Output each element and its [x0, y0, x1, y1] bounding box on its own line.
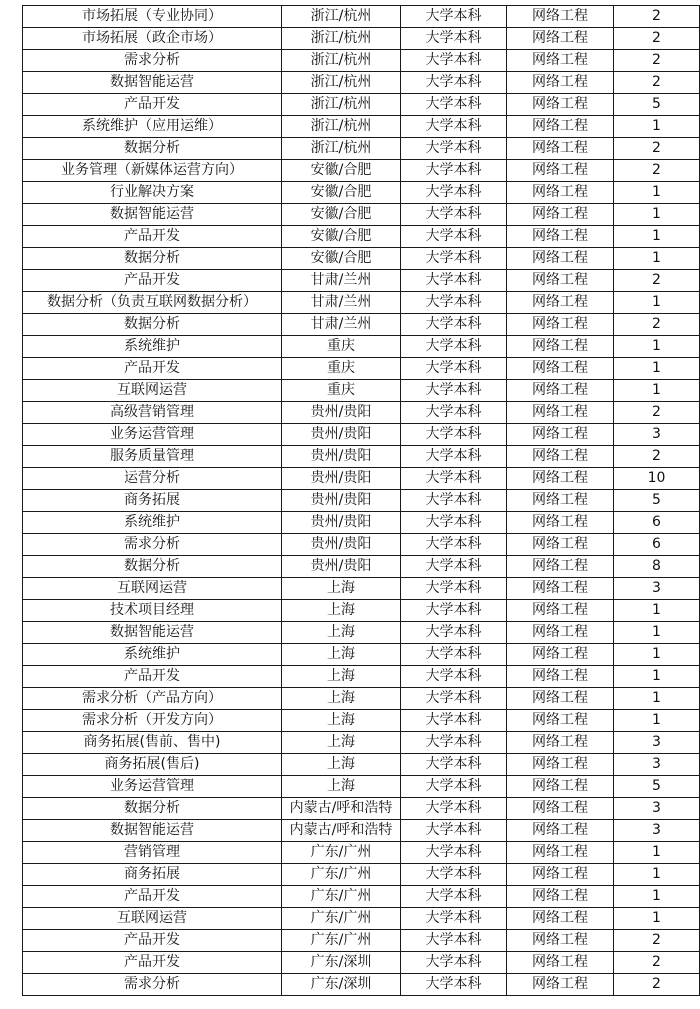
- position-cell: 营销管理: [23, 842, 282, 864]
- education-cell: 大学本科: [401, 644, 507, 666]
- count-cell: 2: [614, 974, 700, 996]
- location-cell: 浙江/杭州: [282, 6, 401, 28]
- location-cell: 甘肃/兰州: [282, 314, 401, 336]
- count-cell: 2: [614, 72, 700, 94]
- location-cell: 安徽/合肥: [282, 204, 401, 226]
- major-cell: 网络工程: [507, 710, 614, 732]
- table-row: [23, 160, 700, 182]
- position-cell: 数据智能运营: [23, 622, 282, 644]
- location-cell: 广东/深圳: [282, 952, 401, 974]
- education-cell: 大学本科: [401, 798, 507, 820]
- table-row: [23, 776, 700, 798]
- major-cell: 网络工程: [507, 226, 614, 248]
- location-cell: 安徽/合肥: [282, 248, 401, 270]
- location-cell: 浙江/杭州: [282, 116, 401, 138]
- position-cell: 商务拓展(售前、售中): [23, 732, 282, 754]
- table-row: [23, 556, 700, 578]
- major-cell: 网络工程: [507, 446, 614, 468]
- location-cell: 贵州/贵阳: [282, 490, 401, 512]
- table-row: [23, 666, 700, 688]
- table-row: [23, 226, 700, 248]
- education-cell: 大学本科: [401, 710, 507, 732]
- education-cell: 大学本科: [401, 534, 507, 556]
- location-cell: 上海: [282, 578, 401, 600]
- count-cell: 1: [614, 248, 700, 270]
- location-cell: 上海: [282, 600, 401, 622]
- major-cell: 网络工程: [507, 204, 614, 226]
- position-cell: 市场拓展（专业协同）: [23, 6, 282, 28]
- education-cell: 大学本科: [401, 490, 507, 512]
- major-cell: 网络工程: [507, 754, 614, 776]
- major-cell: 网络工程: [507, 468, 614, 490]
- location-cell: 内蒙古/呼和浩特: [282, 820, 401, 842]
- position-cell: 系统维护（应用运维）: [23, 116, 282, 138]
- table-row: [23, 534, 700, 556]
- major-cell: 网络工程: [507, 380, 614, 402]
- location-cell: 浙江/杭州: [282, 138, 401, 160]
- position-cell: 业务运营管理: [23, 424, 282, 446]
- education-cell: 大学本科: [401, 666, 507, 688]
- location-cell: 重庆: [282, 358, 401, 380]
- position-cell: 数据智能运营: [23, 820, 282, 842]
- location-cell: 贵州/贵阳: [282, 512, 401, 534]
- location-cell: 贵州/贵阳: [282, 468, 401, 490]
- table-row: [23, 468, 700, 490]
- education-cell: 大学本科: [401, 556, 507, 578]
- education-cell: 大学本科: [401, 512, 507, 534]
- major-cell: 网络工程: [507, 842, 614, 864]
- table-row: [23, 930, 700, 952]
- major-cell: 网络工程: [507, 886, 614, 908]
- major-cell: 网络工程: [507, 732, 614, 754]
- table-row: [23, 270, 700, 292]
- table-row: [23, 204, 700, 226]
- major-cell: 网络工程: [507, 402, 614, 424]
- education-cell: 大学本科: [401, 402, 507, 424]
- position-cell: 产品开发: [23, 666, 282, 688]
- major-cell: 网络工程: [507, 952, 614, 974]
- education-cell: 大学本科: [401, 94, 507, 116]
- major-cell: 网络工程: [507, 28, 614, 50]
- count-cell: 2: [614, 930, 700, 952]
- education-cell: 大学本科: [401, 292, 507, 314]
- count-cell: 5: [614, 94, 700, 116]
- major-cell: 网络工程: [507, 666, 614, 688]
- major-cell: 网络工程: [507, 50, 614, 72]
- major-cell: 网络工程: [507, 776, 614, 798]
- position-cell: 互联网运营: [23, 908, 282, 930]
- position-cell: 需求分析: [23, 50, 282, 72]
- major-cell: 网络工程: [507, 358, 614, 380]
- count-cell: 6: [614, 512, 700, 534]
- education-cell: 大学本科: [401, 820, 507, 842]
- count-cell: 1: [614, 644, 700, 666]
- location-cell: 广东/广州: [282, 908, 401, 930]
- table-row: [23, 974, 700, 996]
- position-cell: 业务运营管理: [23, 776, 282, 798]
- count-cell: 5: [614, 490, 700, 512]
- major-cell: 网络工程: [507, 644, 614, 666]
- count-cell: 2: [614, 952, 700, 974]
- count-cell: 2: [614, 270, 700, 292]
- table-row: [23, 710, 700, 732]
- major-cell: 网络工程: [507, 424, 614, 446]
- count-cell: 2: [614, 160, 700, 182]
- count-cell: 2: [614, 28, 700, 50]
- position-cell: 商务拓展(售后): [23, 754, 282, 776]
- major-cell: 网络工程: [507, 974, 614, 996]
- major-cell: 网络工程: [507, 820, 614, 842]
- position-cell: 产品开发: [23, 886, 282, 908]
- location-cell: 贵州/贵阳: [282, 424, 401, 446]
- major-cell: 网络工程: [507, 182, 614, 204]
- education-cell: 大学本科: [401, 50, 507, 72]
- count-cell: 2: [614, 138, 700, 160]
- table-row: [23, 644, 700, 666]
- table-row: [23, 336, 700, 358]
- major-cell: 网络工程: [507, 94, 614, 116]
- location-cell: 贵州/贵阳: [282, 402, 401, 424]
- education-cell: 大学本科: [401, 578, 507, 600]
- count-cell: 1: [614, 710, 700, 732]
- count-cell: 2: [614, 50, 700, 72]
- table-row: [23, 754, 700, 776]
- education-cell: 大学本科: [401, 842, 507, 864]
- education-cell: 大学本科: [401, 380, 507, 402]
- location-cell: 内蒙古/呼和浩特: [282, 798, 401, 820]
- location-cell: 广东/广州: [282, 930, 401, 952]
- position-cell: 系统维护: [23, 336, 282, 358]
- position-cell: 市场拓展（政企市场）: [23, 28, 282, 50]
- location-cell: 贵州/贵阳: [282, 446, 401, 468]
- position-cell: 产品开发: [23, 226, 282, 248]
- education-cell: 大学本科: [401, 204, 507, 226]
- position-cell: 数据分析: [23, 248, 282, 270]
- location-cell: 安徽/合肥: [282, 182, 401, 204]
- major-cell: 网络工程: [507, 116, 614, 138]
- count-cell: 1: [614, 908, 700, 930]
- education-cell: 大学本科: [401, 468, 507, 490]
- education-cell: 大学本科: [401, 754, 507, 776]
- major-cell: 网络工程: [507, 578, 614, 600]
- education-cell: 大学本科: [401, 776, 507, 798]
- education-cell: 大学本科: [401, 116, 507, 138]
- major-cell: 网络工程: [507, 864, 614, 886]
- count-cell: 2: [614, 446, 700, 468]
- location-cell: 上海: [282, 710, 401, 732]
- position-cell: 系统维护: [23, 644, 282, 666]
- table-row: [23, 28, 700, 50]
- position-cell: 数据分析: [23, 138, 282, 160]
- location-cell: 甘肃/兰州: [282, 270, 401, 292]
- table-row: [23, 138, 700, 160]
- education-cell: 大学本科: [401, 930, 507, 952]
- position-cell: 数据分析: [23, 556, 282, 578]
- major-cell: 网络工程: [507, 270, 614, 292]
- position-cell: 产品开发: [23, 94, 282, 116]
- count-cell: 1: [614, 204, 700, 226]
- count-cell: 1: [614, 358, 700, 380]
- table-row: [23, 446, 700, 468]
- position-cell: 运营分析: [23, 468, 282, 490]
- education-cell: 大学本科: [401, 952, 507, 974]
- major-cell: 网络工程: [507, 314, 614, 336]
- major-cell: 网络工程: [507, 490, 614, 512]
- table-row: [23, 622, 700, 644]
- count-cell: 1: [614, 380, 700, 402]
- position-cell: 技术项目经理: [23, 600, 282, 622]
- major-cell: 网络工程: [507, 292, 614, 314]
- position-cell: 系统维护: [23, 512, 282, 534]
- education-cell: 大学本科: [401, 886, 507, 908]
- education-cell: 大学本科: [401, 182, 507, 204]
- table-row: [23, 512, 700, 534]
- table-row: [23, 116, 700, 138]
- location-cell: 广东/广州: [282, 842, 401, 864]
- location-cell: 浙江/杭州: [282, 50, 401, 72]
- major-cell: 网络工程: [507, 930, 614, 952]
- table-row: [23, 490, 700, 512]
- education-cell: 大学本科: [401, 72, 507, 94]
- position-cell: 互联网运营: [23, 578, 282, 600]
- table-row: [23, 864, 700, 886]
- recruitment-table: [22, 5, 700, 996]
- position-cell: 需求分析（开发方向）: [23, 710, 282, 732]
- count-cell: 3: [614, 754, 700, 776]
- position-cell: 数据分析: [23, 314, 282, 336]
- position-cell: 服务质量管理: [23, 446, 282, 468]
- position-cell: 互联网运营: [23, 380, 282, 402]
- major-cell: 网络工程: [507, 6, 614, 28]
- table-row: [23, 94, 700, 116]
- table-row: [23, 600, 700, 622]
- table-body: [23, 6, 700, 996]
- education-cell: 大学本科: [401, 864, 507, 886]
- major-cell: 网络工程: [507, 336, 614, 358]
- education-cell: 大学本科: [401, 358, 507, 380]
- major-cell: 网络工程: [507, 512, 614, 534]
- count-cell: 3: [614, 798, 700, 820]
- table-row: [23, 424, 700, 446]
- education-cell: 大学本科: [401, 688, 507, 710]
- location-cell: 广东/深圳: [282, 974, 401, 996]
- location-cell: 广东/广州: [282, 864, 401, 886]
- education-cell: 大学本科: [401, 270, 507, 292]
- count-cell: 2: [614, 402, 700, 424]
- location-cell: 上海: [282, 732, 401, 754]
- major-cell: 网络工程: [507, 534, 614, 556]
- location-cell: 重庆: [282, 336, 401, 358]
- table-row: [23, 842, 700, 864]
- position-cell: 需求分析: [23, 974, 282, 996]
- education-cell: 大学本科: [401, 28, 507, 50]
- table-row: [23, 248, 700, 270]
- table-row: [23, 820, 700, 842]
- location-cell: 上海: [282, 776, 401, 798]
- education-cell: 大学本科: [401, 424, 507, 446]
- table-row: [23, 402, 700, 424]
- position-cell: 需求分析: [23, 534, 282, 556]
- education-cell: 大学本科: [401, 974, 507, 996]
- count-cell: 1: [614, 886, 700, 908]
- major-cell: 网络工程: [507, 160, 614, 182]
- education-cell: 大学本科: [401, 908, 507, 930]
- table-row: [23, 688, 700, 710]
- location-cell: 安徽/合肥: [282, 160, 401, 182]
- table-row: [23, 578, 700, 600]
- count-cell: 1: [614, 666, 700, 688]
- table-row: [23, 380, 700, 402]
- table-row: [23, 732, 700, 754]
- location-cell: 上海: [282, 622, 401, 644]
- count-cell: 1: [614, 842, 700, 864]
- location-cell: 广东/广州: [282, 886, 401, 908]
- education-cell: 大学本科: [401, 248, 507, 270]
- table-row: [23, 6, 700, 28]
- count-cell: 2: [614, 6, 700, 28]
- count-cell: 3: [614, 732, 700, 754]
- major-cell: 网络工程: [507, 688, 614, 710]
- position-cell: 数据智能运营: [23, 72, 282, 94]
- major-cell: 网络工程: [507, 908, 614, 930]
- table-row: [23, 908, 700, 930]
- location-cell: 安徽/合肥: [282, 226, 401, 248]
- position-cell: 数据分析: [23, 798, 282, 820]
- count-cell: 1: [614, 622, 700, 644]
- location-cell: 上海: [282, 688, 401, 710]
- count-cell: 1: [614, 292, 700, 314]
- major-cell: 网络工程: [507, 248, 614, 270]
- education-cell: 大学本科: [401, 160, 507, 182]
- education-cell: 大学本科: [401, 314, 507, 336]
- location-cell: 上海: [282, 644, 401, 666]
- location-cell: 贵州/贵阳: [282, 534, 401, 556]
- count-cell: 6: [614, 534, 700, 556]
- count-cell: 3: [614, 820, 700, 842]
- education-cell: 大学本科: [401, 226, 507, 248]
- location-cell: 浙江/杭州: [282, 94, 401, 116]
- location-cell: 浙江/杭州: [282, 28, 401, 50]
- position-cell: 商务拓展: [23, 864, 282, 886]
- location-cell: 上海: [282, 666, 401, 688]
- count-cell: 1: [614, 182, 700, 204]
- position-cell: 产品开发: [23, 952, 282, 974]
- location-cell: 贵州/贵阳: [282, 556, 401, 578]
- table-row: [23, 50, 700, 72]
- table-row: [23, 886, 700, 908]
- count-cell: 1: [614, 688, 700, 710]
- location-cell: 甘肃/兰州: [282, 292, 401, 314]
- education-cell: 大学本科: [401, 336, 507, 358]
- count-cell: 1: [614, 600, 700, 622]
- count-cell: 1: [614, 864, 700, 886]
- table-row: [23, 314, 700, 336]
- position-cell: 行业解决方案: [23, 182, 282, 204]
- count-cell: 3: [614, 578, 700, 600]
- position-cell: 业务管理（新媒体运营方向）: [23, 160, 282, 182]
- count-cell: 10: [614, 468, 700, 490]
- major-cell: 网络工程: [507, 600, 614, 622]
- table-row: [23, 182, 700, 204]
- table-row: [23, 72, 700, 94]
- count-cell: 2: [614, 314, 700, 336]
- count-cell: 3: [614, 424, 700, 446]
- education-cell: 大学本科: [401, 600, 507, 622]
- major-cell: 网络工程: [507, 556, 614, 578]
- position-cell: 商务拓展: [23, 490, 282, 512]
- count-cell: 1: [614, 336, 700, 358]
- education-cell: 大学本科: [401, 138, 507, 160]
- location-cell: 上海: [282, 754, 401, 776]
- education-cell: 大学本科: [401, 6, 507, 28]
- position-cell: 数据智能运营: [23, 204, 282, 226]
- count-cell: 1: [614, 226, 700, 248]
- major-cell: 网络工程: [507, 72, 614, 94]
- education-cell: 大学本科: [401, 446, 507, 468]
- table-row: [23, 952, 700, 974]
- table-row: [23, 798, 700, 820]
- location-cell: 浙江/杭州: [282, 72, 401, 94]
- count-cell: 8: [614, 556, 700, 578]
- major-cell: 网络工程: [507, 138, 614, 160]
- position-cell: 产品开发: [23, 358, 282, 380]
- position-cell: 产品开发: [23, 930, 282, 952]
- education-cell: 大学本科: [401, 622, 507, 644]
- position-cell: 产品开发: [23, 270, 282, 292]
- major-cell: 网络工程: [507, 622, 614, 644]
- major-cell: 网络工程: [507, 798, 614, 820]
- count-cell: 5: [614, 776, 700, 798]
- location-cell: 重庆: [282, 380, 401, 402]
- position-cell: 需求分析（产品方向）: [23, 688, 282, 710]
- count-cell: 1: [614, 116, 700, 138]
- position-cell: 高级营销管理: [23, 402, 282, 424]
- table-row: [23, 358, 700, 380]
- position-cell: 数据分析（负责互联网数据分析）: [23, 292, 282, 314]
- table-row: [23, 292, 700, 314]
- education-cell: 大学本科: [401, 732, 507, 754]
